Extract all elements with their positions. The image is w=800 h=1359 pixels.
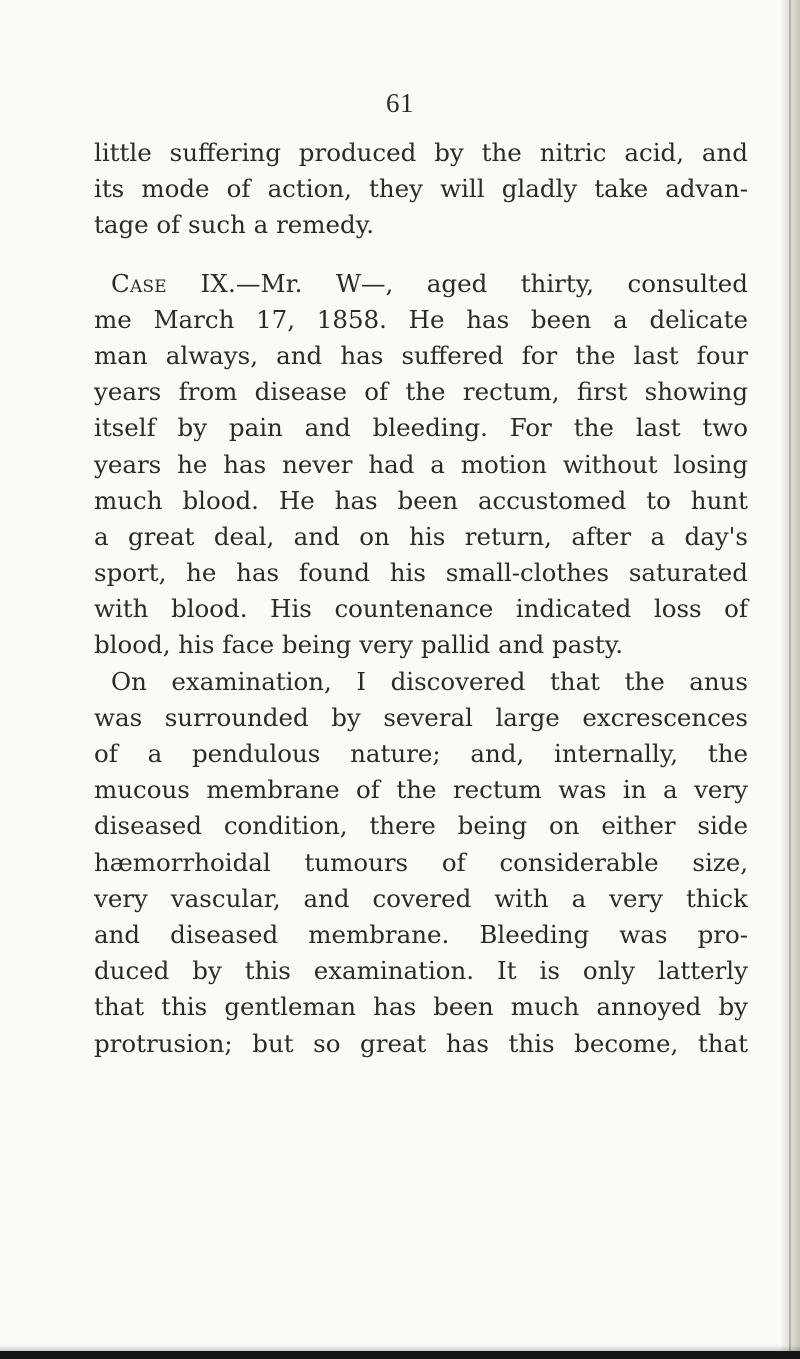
text-line: blood, his face being very pallid and pasty. — [94, 630, 624, 660]
text-line: that this gentleman has been much annoyed by — [94, 992, 748, 1022]
text-line: of a pendulous nature; and, internally, the — [94, 739, 748, 768]
case-label: Case IX. — [111, 268, 237, 298]
paragraph-examination — [94, 664, 748, 1062]
text-line: tage of such a remedy. — [94, 210, 375, 240]
text-line: sport, he has found his small-clothes saturated — [94, 558, 748, 588]
text-line: mucous membrane of the rectum was in a very — [94, 775, 748, 805]
text-line: duced by this examination. It is only latterly — [94, 956, 748, 986]
text-line: very vascular, and covered with a very thick — [94, 883, 748, 913]
text-line: protrusion; but so great has this become, that — [94, 1028, 748, 1058]
page-body-text — [94, 135, 748, 1062]
text-line: a great deal, and on his return, after a day's — [94, 521, 748, 551]
text-line: me March 17, 1858. He has been a delicate — [94, 304, 748, 334]
text-line: years he has never had a motion without losing — [94, 449, 748, 479]
text-line: years from disease of the rectum, first showing — [94, 377, 748, 407]
page-edge-shadow-line — [789, 0, 791, 1359]
page-right-edge — [782, 0, 800, 1359]
text-line-case-heading — [94, 266, 748, 302]
text-line: hæmorrhoidal tumours of considerable size, — [94, 847, 748, 877]
text-line: its mode of action, they will gladly take advan- — [94, 174, 748, 204]
text-line: On examination, I discovered that the anus — [111, 666, 748, 696]
text-line: was surrounded by several large excrescences — [94, 702, 748, 732]
page-number: 61 — [386, 88, 414, 118]
text-line: and diseased membrane. Bleeding was pro- — [94, 919, 748, 949]
text-line: little suffering produced by the nitric acid, and — [94, 138, 748, 167]
paragraph-intro — [94, 135, 748, 244]
text-line: man always, and has suffered for the last four — [94, 340, 748, 370]
text-line: much blood. He has been accustomed to hunt — [94, 485, 748, 515]
text-line: itself by pain and bleeding. For the last two — [94, 413, 748, 443]
text-line: with blood. His countenance indicated loss of — [94, 594, 748, 624]
page-bottom-edge — [0, 1351, 800, 1359]
text-line-rest: —Mr. W—, aged thirty, consulted — [236, 268, 748, 298]
paragraph-gap — [94, 244, 748, 266]
text-line: diseased condition, there being on either side — [94, 811, 748, 841]
paragraph-case-ix — [94, 266, 748, 664]
